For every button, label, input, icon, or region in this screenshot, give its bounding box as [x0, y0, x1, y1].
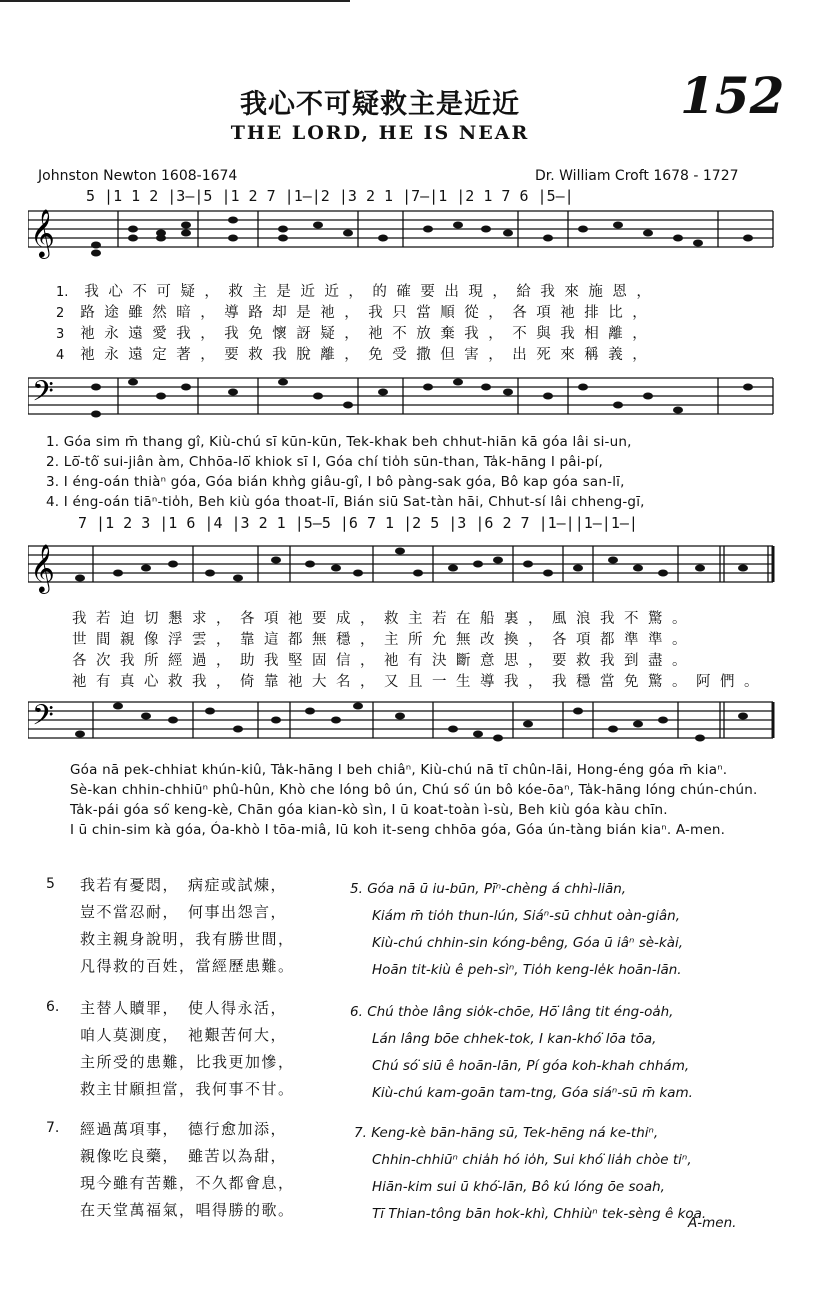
- verse-line: 6. Chú thòe lâng sio̍k-chōe, Hō͘ lâng tit éng-oa̍h,: [350, 1004, 674, 1020]
- verse-line: 豈不當忍耐， 何事出怨言，: [80, 903, 288, 921]
- lyric-line: Ta̍k-pái góa só͘ keng-kè, Chān góa kian-kò sìn, I ū koat-toàn ì-sù, Beh kiù góa kàu chīn.: [70, 802, 668, 818]
- cipher-numbers-system2: 7 |1 2 3 |1 6 |4 |3 2 1 |5—5 |6 7 1 |2 5 |3 |6 2 7 |1—||1—|1—|: [78, 514, 638, 532]
- verse-line: 咱人莫測度， 祂艱苦何大，: [80, 1026, 288, 1044]
- chinese-lyrics-system1: [56, 280, 660, 364]
- verse-line: Kiù-chú chhin-sin kóng-bêng, Góa ū iâⁿ sè-kài,: [372, 935, 684, 951]
- top-rule: [0, 0, 350, 2]
- verse-line: Hiān-kim sui ū khó͘-lān, Bô kú lóng ōe soah,: [372, 1179, 665, 1195]
- verse-line: 5. Góa nā ū iu-būn, Pīⁿ-chèng á chhì-liān,: [350, 881, 627, 897]
- bass-staff-system2: [28, 696, 778, 756]
- hymn-number: 152: [680, 66, 785, 125]
- verse-line: 凡得救的百姓，當經歷患難。: [80, 957, 295, 975]
- lyric-line: 祂有真心救我，倚靠祂大名，又且一生導我，我穩當免驚。阿們。: [72, 674, 768, 690]
- verse-line: Chhin-chhiūⁿ chia̍h hó io̍h, Sui khó͘ lia̍h chòe tiⁿ,: [372, 1152, 692, 1168]
- lyric-line: Góa nā pek-chhiat khún-kiû, Ta̍k-hāng I beh chiâⁿ, Kiù-chú nā tī chûn-lāi, Hong-éng góa m̄ kiaⁿ.: [70, 762, 728, 778]
- lyric-line: 世間親像浮雲，靠這都無穩，主所允無改換，各項都準準。: [72, 632, 696, 648]
- lyric-line: 1. 我心不可疑，救主是近近，的確要出現，給我來施恩，: [56, 284, 661, 300]
- lyric-line: Sè-kan chhin-chhiūⁿ phû-hûn, Khò che lóng bô ún, Chú só͘ ún bô kóe-ōaⁿ, Ta̍k-hāng lóng chún-chún.: [70, 782, 758, 798]
- verse-7-poj: [354, 1120, 706, 1228]
- svg-text:𝄢: 𝄢: [32, 375, 54, 415]
- verse-line: 救主親身說明，我有勝世間，: [80, 930, 295, 948]
- lyric-line: 各次我所經過，助我堅固信，祂有決斷意思，要救我到盡。: [72, 653, 696, 669]
- verse-line: Kiù-chú kam-goān tam-tng, Góa siáⁿ-sū m̄ kam.: [372, 1085, 693, 1101]
- cipher-numbers-system1: 5 |1 1 2 |3—|5 |1 2 7 |1—|2 |3 2 1 |7—|1 |2 1 7 6 |5—|: [86, 187, 574, 205]
- verse-number: 5: [46, 876, 55, 892]
- verse-line: 我若有憂悶， 病症或試煉，: [80, 876, 288, 894]
- verse-line: Kiám m̄ tio̍h thun-lún, Siáⁿ-sū chhut oàn-giân,: [372, 908, 680, 924]
- verse-line: Chú só͘ siū ê hoān-lān, Pí góa koh-khah chhám,: [372, 1058, 690, 1074]
- verse-line: 主替人贖罪， 使人得永活，: [80, 999, 288, 1017]
- verse-line: Lán lâng bōe chhek-tok, I kan-khó͘ lōa tōa,: [372, 1031, 657, 1047]
- svg-text:𝄞: 𝄞: [30, 543, 55, 592]
- lyric-line: 1. Góa sim m̄ thang gî, Kiù-chú sī kūn-kūn, Tek-khak beh chhut-hiān kā góa lâi si-un,: [46, 434, 632, 450]
- verse-line: Hoān tit-kiù ê peh-sìⁿ, Tio̍h keng-le̍k hoān-lān.: [372, 962, 682, 978]
- verse-text: [80, 1116, 295, 1224]
- lyric-line: 3 祂永遠愛我，我免懷訝疑，祂不放棄我，不與我相離，: [56, 326, 657, 342]
- verse-line: 親像吃良藥， 雖苦以為甜，: [80, 1147, 288, 1165]
- lyric-line: 4 祂永遠定著，要救我脫離，免受撒但害，出死來稱義，: [56, 347, 657, 363]
- poj-lyrics-system2: [70, 760, 757, 840]
- verse-line: 現今雖有苦難，不久都會息，: [80, 1174, 295, 1192]
- verse-number: 6.: [46, 999, 60, 1015]
- lyric-line: I ū chin-sim kà góa, Óa-khò I tōa-miâ, Iū koh it-seng chhōa góa, Góa ún-tàng bián kiaⁿ. A-men.: [70, 822, 726, 838]
- verse-line: 經過萬項事， 德行愈加添，: [80, 1120, 288, 1138]
- verse-line: 救主甘願担當，我何事不甘。: [80, 1080, 295, 1098]
- poj-lyrics-system1: [46, 432, 645, 512]
- lyric-line: 3. I éng-oán thiàⁿ góa, Góa bián khǹg giâu-gî, I bô pàng-sak góa, Bô kap góa san-lī,: [46, 474, 625, 490]
- chinese-lyrics-system2: [72, 607, 768, 691]
- treble-staff-system2: [28, 538, 778, 608]
- verse-line: 7. Keng-kè bān-hāng sū, Tek-hēng ná ke-thiⁿ,: [354, 1125, 659, 1141]
- verse-text: [80, 872, 295, 980]
- composer-credit: Dr. William Croft 1678 - 1727: [535, 168, 739, 184]
- verse-number: 7.: [46, 1120, 60, 1136]
- verse-line: 主所受的患難，比我更加慘，: [80, 1053, 295, 1071]
- verse-text: [80, 995, 295, 1103]
- svg-text:𝄞: 𝄞: [30, 208, 55, 257]
- lyric-line: 我若迫切懇求，各項祂要成，救主若在船裏，風浪我不驚。: [72, 611, 696, 627]
- amen-text: A-men.: [688, 1215, 737, 1231]
- treble-staff-system1: [28, 205, 778, 275]
- verse-line: 在天堂萬福氣，唱得勝的歌。: [80, 1201, 295, 1219]
- hymn-title-chinese: 我心不可疑救主是近近: [240, 89, 520, 120]
- verse-line: Tī Thian-tông bān hok-khì, Chhiùⁿ tek-sèng ê koa.: [372, 1206, 707, 1222]
- lyric-line: 2. Lō͘-tô͘ sui-jiân àm, Chhōa-lō͘ khiok sī I, Góa chí tio̍h sūn-than, Ta̍k-hāng I pâi-pí,: [46, 454, 603, 470]
- lyric-line: 4. I éng-oán tiāⁿ-tio̍h, Beh kiù góa thoat-lī, Bián siū Sat-tàn hāi, Chhut-sí lâi chheng-gī,: [46, 494, 645, 510]
- verse-6-poj: [350, 999, 693, 1107]
- lyric-line: 2 路途雖然暗，導路却是祂，我只當順從，各項祂排比，: [56, 305, 657, 321]
- hymn-title-english: THE LORD, HE IS NEAR: [230, 122, 530, 144]
- author-credit: Johnston Newton 1608-1674: [38, 168, 238, 184]
- bass-staff-system1: [28, 372, 778, 432]
- verse-5-poj: [350, 876, 683, 984]
- svg-text:𝄢: 𝄢: [32, 699, 54, 739]
